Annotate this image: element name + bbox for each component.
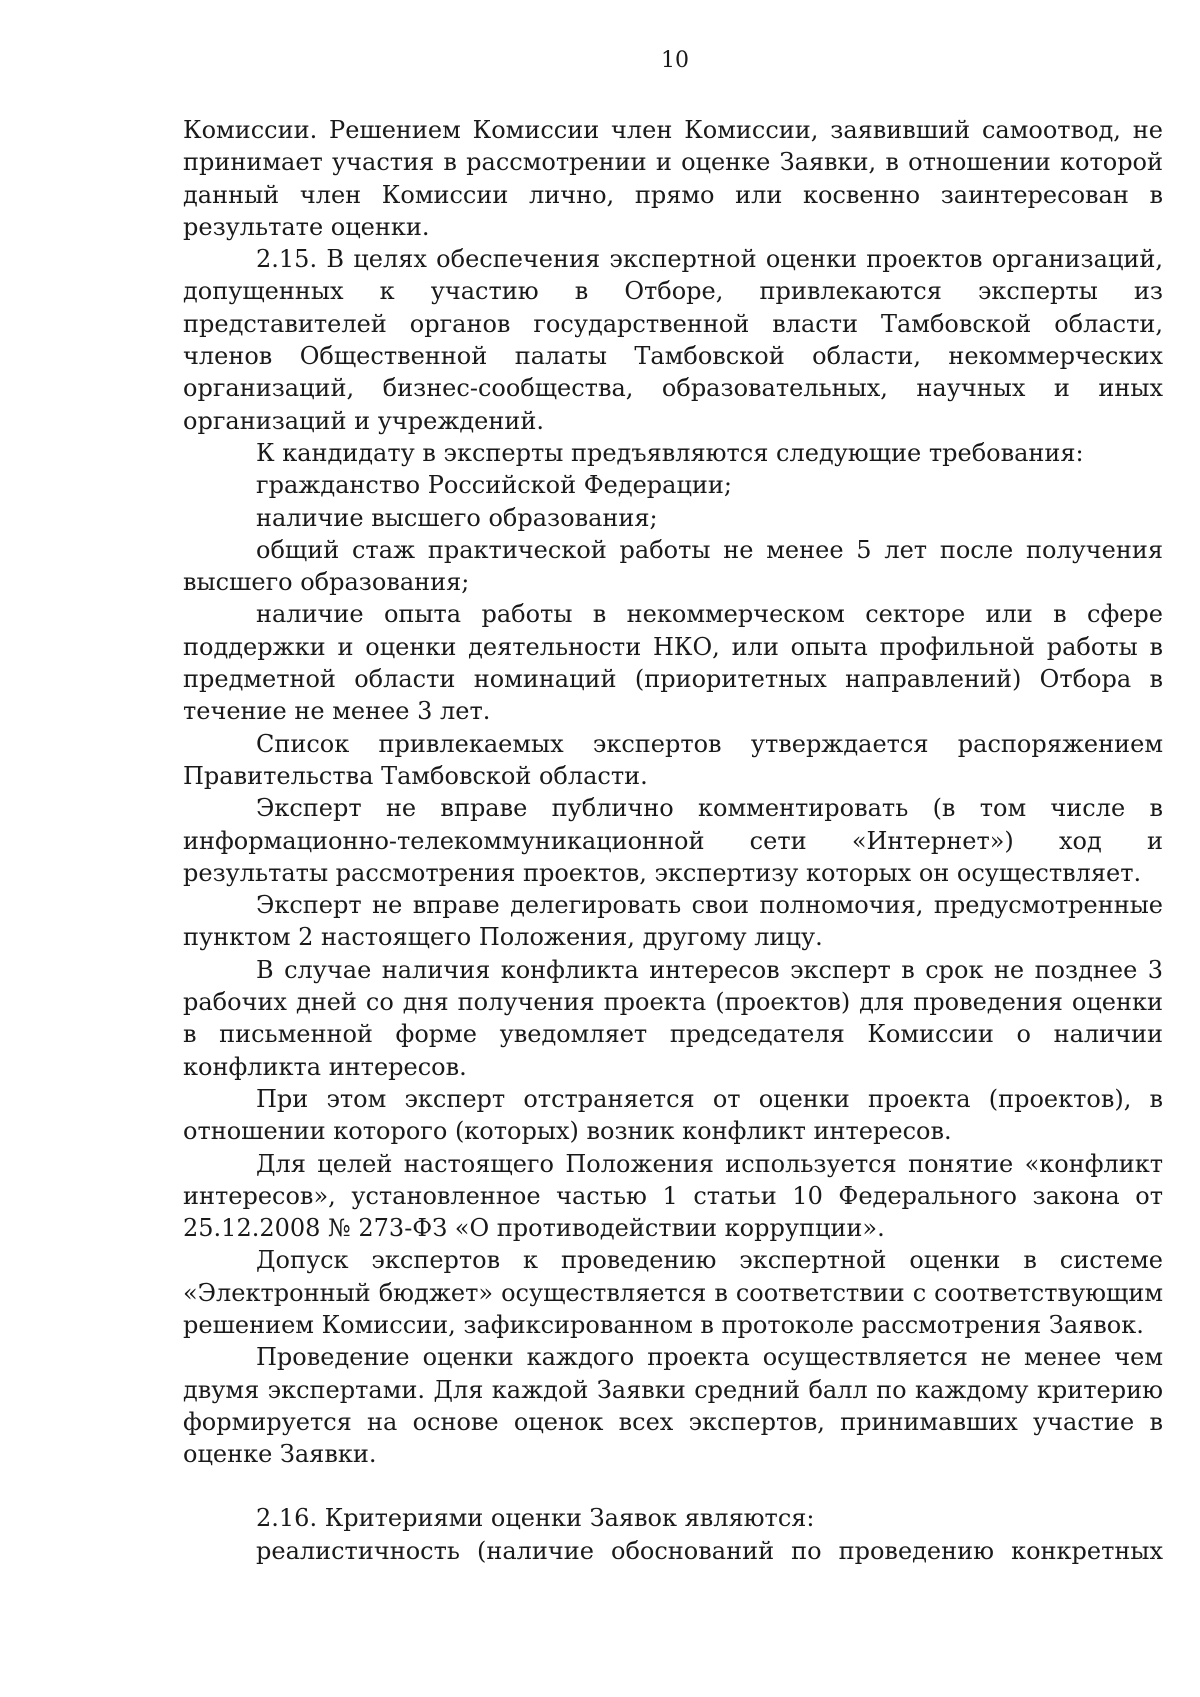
paragraph-conflict-notice: В случае наличия конфликта интересов эксперт в срок не позднее 3 рабочих дней со дня получения проекта (проектов) для проведения оценки в письменной форме уведомляет председателя Комиссии о наличии конфликта интересов. <box>183 955 1163 1081</box>
page-number: 10 <box>661 48 689 73</box>
paragraph-no-public-comment: Эксперт не вправе публично комментировать (в том числе в информационно-телекоммуникационной сети «Интернет») ход и результаты рассмотрения проектов, экспертизу которых он осуществляет. <box>183 794 1163 887</box>
paragraph-conflict-definition: Для целей настоящего Положения используется понятие «конфликт интересов», установленное частью 1 статьи 10 Федерального закона от 25.12.2008 № 273-ФЗ «О противодействии коррупции». <box>183 1149 1163 1243</box>
paragraph-commission-recusal: Комиссии. Решением Комиссии член Комиссии, заявивший самоотвод, не принимает участия в рассмотрении и оценке Заявки, в отношении которой данный член Комиссии лично, прямо или косвенно заинтересован в результате оценки. <box>183 116 1163 241</box>
paragraph-realism-criterion: реалистичность (наличие обоснований по проведению конкретных <box>256 1536 1163 1565</box>
paragraph-expert-requirements: К кандидату в эксперты предъявляются следующие требования: <box>256 438 1084 467</box>
paragraph-electronic-budget: Допуск экспертов к проведению экспертной оценки в системе «Электронный бюджет» осуществляется в соответствии с соответствующим решением Комиссии, зафиксированном в протоколе рассмотрения Заявок. <box>183 1246 1163 1339</box>
paragraph-no-delegation: Эксперт не вправе делегировать свои полномочия, предусмотренные пунктом 2 настоящего Положения, другому лицу. <box>183 891 1163 952</box>
document-body <box>183 114 1163 1567</box>
paragraph-2-16-criteria: 2.16. Критериями оценки Заявок являются: <box>256 1504 815 1533</box>
paragraph-citizenship: гражданство Российской Федерации; <box>256 471 732 500</box>
paragraph-nko-experience: наличие опыта работы в некоммерческом секторе или в сфере поддержки и оценки деятельности НКО, или опыта профильной работы в предметной области номинаций (приоритетных направлений) Отбора в течение не менее 3 лет. <box>183 600 1163 726</box>
paragraph-two-experts: Проведение оценки каждого проекта осуществляется не менее чем двумя экспертами. Для каждой Заявки средний балл по каждому критерию формируется на основе оценок всех экспертов, принимавших участие в оценке Заявки. <box>183 1343 1163 1469</box>
paragraph-expert-list: Список привлекаемых экспертов утверждается распоряжением Правительства Тамбовской области. <box>183 729 1163 790</box>
paragraph-higher-education: наличие высшего образования; <box>256 503 658 532</box>
paragraph-expert-removal: При этом эксперт отстраняется от оценки проекта (проектов), в отношении которого (которых) возник конфликт интересов. <box>183 1084 1163 1146</box>
paragraph-work-experience: общий стаж практической работы не менее 5 лет после получения высшего образования; <box>183 535 1163 597</box>
paragraph-2-15-experts: 2.15. В целях обеспечения экспертной оценки проектов организаций, допущенных к участию в Отборе, привлекаются эксперты из представителей органов государственной власти Тамбовской области, членов Общественной палаты Тамбовской области, некоммерческих организаций, бизнес-сообщества, образовательных, научных и иных организаций и учреждений. <box>183 245 1163 435</box>
